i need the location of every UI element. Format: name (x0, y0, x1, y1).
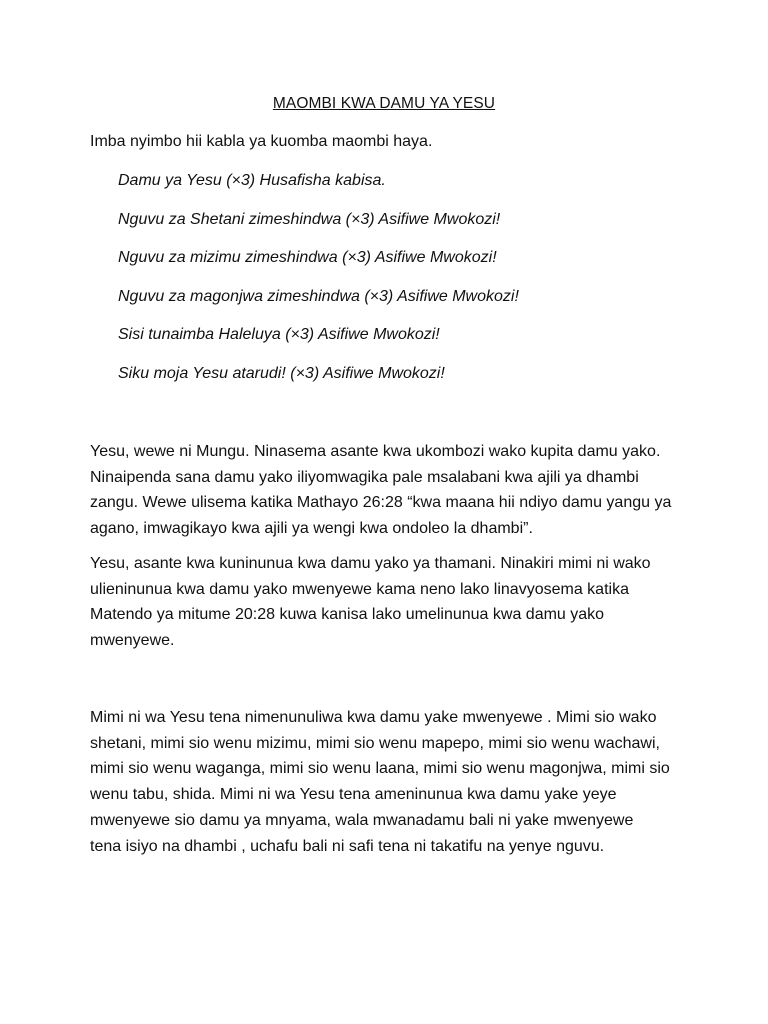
paragraph-line: Matendo ya mitume 20:28 kuwa kanisa lako umelinunua kwa damu yako (90, 606, 605, 624)
prayer-paragraph-1 (90, 439, 690, 542)
hymn-line: Nguvu za mizimu zimeshindwa (×3) Asifiwe Mwokozi! (118, 249, 497, 266)
hymn-line: Damu ya Yesu (×3) Husafisha kabisa. (118, 172, 386, 189)
paragraph-line: mwenyewe sio damu ya mnyama, wala mwanadamu bali ni yake mwenyewe (90, 811, 634, 829)
paragraph-line: agano, imwagikayo kwa ajili ya wengi kwa ondoleo la dhambi”. (90, 520, 533, 538)
paragraph-line: Yesu, wewe ni Mungu. Ninasema asante kwa ukombozi wako kupita damu yako. (90, 443, 661, 460)
paragraph-line: Yesu, asante kwa kuninunua kwa damu yako ya thamani. Ninakiri mimi ni wako (90, 555, 651, 572)
hymn-line: Nguvu za magonjwa zimeshindwa (×3) Asifiwe Mwokozi! (118, 287, 519, 305)
paragraph-line: Ninaipenda sana damu yako iliyomwagika pale msalabani kwa ajili ya dhambi (90, 468, 639, 486)
hymn-line: Sisi tunaimba Haleluya (×3) Asifiwe Mwokozi! (118, 326, 440, 343)
hymn-line: Nguvu za Shetani zimeshindwa (×3) Asifiwe Mwokozi! (118, 210, 501, 228)
paragraph-line: mimi sio wenu waganga, mimi sio wenu laana, mimi sio wenu magonjwa, mimi sio (90, 760, 670, 778)
prayer-paragraph-2 (90, 551, 690, 654)
hymn-lyrics (118, 171, 519, 402)
paragraph-line: shetani, mimi sio wenu mizimu, mimi sio wenu mapepo, mimi sio wenu wachawi, (90, 734, 660, 752)
paragraph-line: ulieninunua kwa damu yako mwenyewe kama neno lako linavyosema katika (90, 580, 629, 598)
intro-text: Imba nyimbo hii kabla ya kuomba maombi haya. (90, 133, 433, 150)
paragraph-line: tena isiyo na dhambi , uchafu bali ni safi tena ni takatifu na yenye nguvu. (90, 837, 605, 855)
prayer-paragraph-3 (90, 705, 690, 859)
paragraph-line: zangu. Wewe ulisema katika Mathayo 26:28 “kwa maana hii ndiyo damu yangu ya (90, 494, 672, 512)
paragraph-line: wenu tabu, shida. Mimi ni wa Yesu tena ameninunua kwa damu yake yeye (90, 786, 617, 804)
paragraph-line: mwenyewe. (90, 632, 175, 650)
hymn-line: Siku moja Yesu atarudi! (×3) Asifiwe Mwokozi! (118, 364, 445, 382)
document-title: MAOMBI KWA DAMU YA YESU (272, 95, 496, 112)
paragraph-line: Mimi ni wa Yesu tena nimenunuliwa kwa damu yake mwenyewe . Mimi sio wako (90, 709, 657, 726)
